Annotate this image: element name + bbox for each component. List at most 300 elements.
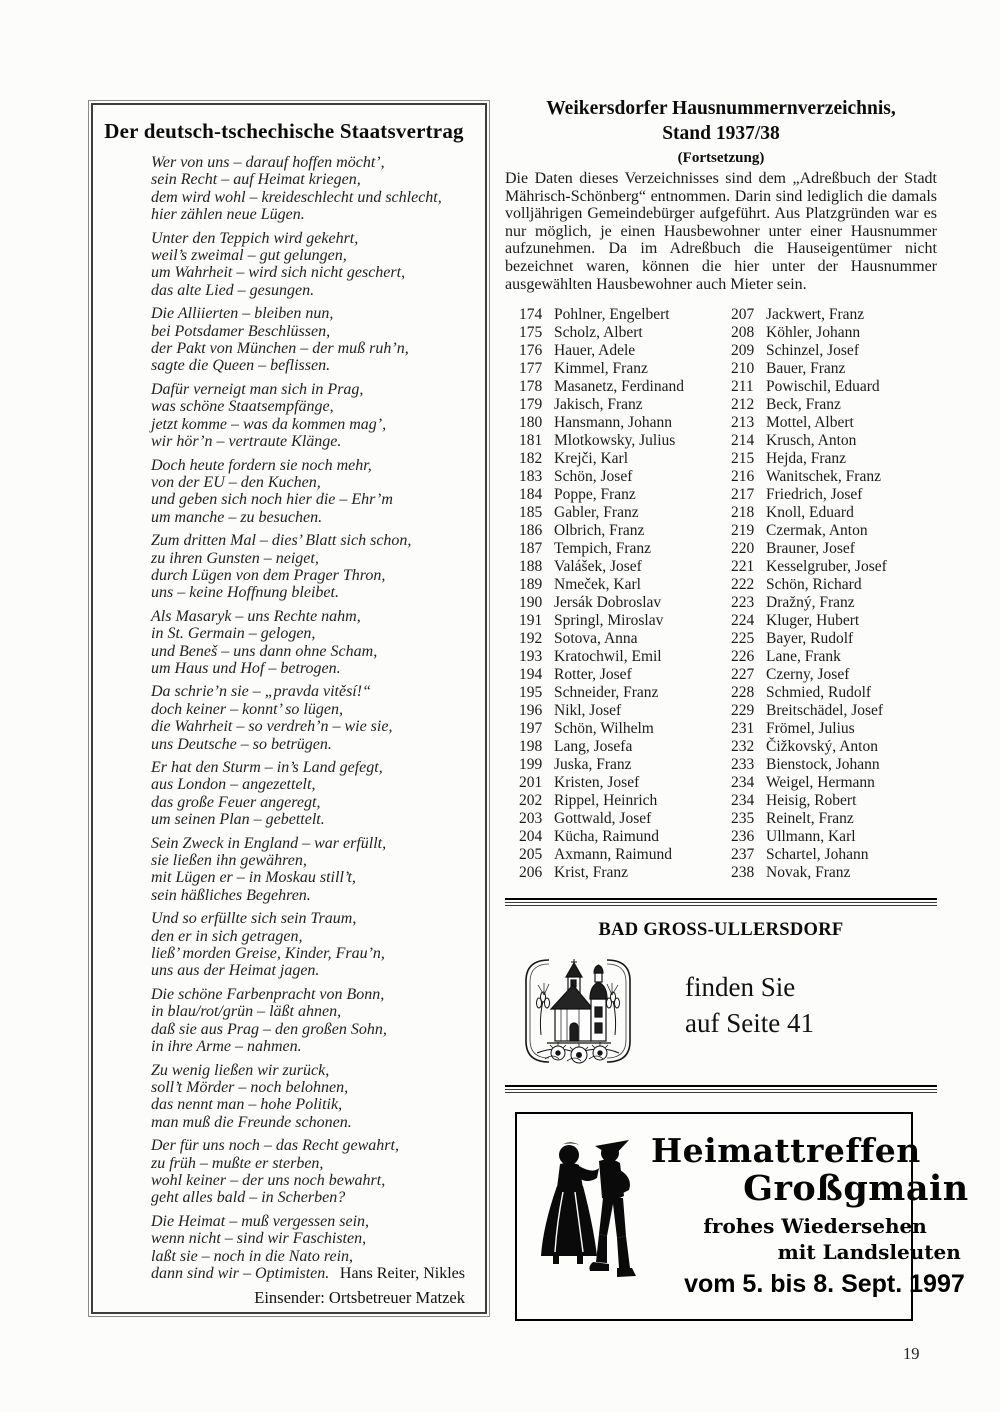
promo-text-line2: auf Seite 41 [685,1008,814,1039]
poem-line: Dafür verneigt man sich in Prag, [151,380,364,398]
resident-name: Novak, Franz [766,864,851,882]
directory-entry [731,684,937,702]
house-number: 210 [731,360,755,378]
resident-name: Reinelt, Franz [766,810,854,828]
house-number: 182 [519,450,543,468]
directory-entry [731,414,937,432]
resident-name: Kluger, Hubert [766,612,860,630]
resident-name: Nikl, Josef [554,702,622,720]
house-number: 206 [519,864,543,882]
house-number: 227 [731,666,755,684]
resident-name: Juska, Franz [554,756,632,774]
poem-line: den er in sich getragen, [151,927,303,945]
house-number: 178 [519,378,543,396]
poem-line: Und so erfüllte sich sein Traum, [151,910,357,928]
house-number: 184 [519,486,543,504]
house-number: 190 [519,594,543,612]
house-number: 213 [731,414,755,432]
poem-line: uns Deutsche – so betrügen. [151,735,332,753]
poem-line: um Wahrheit – wird sich nicht geschert, [151,264,406,282]
resident-name: Springl, Miroslav [554,612,664,630]
resident-name: Schmied, Rudolf [766,684,872,702]
resident-name: Schön, Richard [766,576,862,594]
directory-entry [731,324,937,342]
house-number: 236 [731,828,755,846]
directory-entry [519,396,717,414]
directory-entry [519,630,717,648]
poem-line: dem wird wohl – kreideschlecht und schlecht, [151,188,442,206]
poem-line: um seinen Plan – gebettelt. [151,811,325,829]
poem-line: zu ihren Gunsten – neiget, [151,549,319,567]
directory-entry [519,342,717,360]
house-number: 193 [519,648,543,666]
ad-title-line2: Großgmain [743,1168,969,1210]
poem-line: in ihre Arme – nahmen. [151,1038,302,1056]
resident-name: Czerny, Josef [766,666,850,684]
poem-line: um Haus und Hof – betrogen. [151,659,341,677]
resident-name: Knoll, Eduard [766,504,854,522]
directory-entry [731,774,937,792]
poem-line: Wer von uns – darauf hoffen möcht’, [151,154,385,171]
poem-line: Die Alliierten – bleiben nun, [151,305,334,323]
resident-name: Hejda, Franz [766,450,847,468]
poem-line: Sein Zweck in England – war erfüllt, [151,834,387,852]
directory-entry [731,558,937,576]
ad-title-line1: Heimattreffen [651,1131,921,1171]
resident-name: Masanetz, Ferdinand [554,378,684,396]
ad-date-line: vom 5. bis 8. Sept. 1997 [684,1270,965,1299]
house-number: 215 [731,450,755,468]
poem-line: sie ließen ihn gewähren, [151,852,307,870]
poem-stanza [151,381,465,451]
resident-name: Scholz, Albert [554,324,643,342]
house-number: 195 [519,684,543,702]
house-number: 225 [731,630,755,648]
directory-entry [519,594,717,612]
house-number: 205 [519,846,543,864]
directory-entry [731,828,937,846]
poem-line: doch keiner – konnt’ so lügen, [151,700,343,718]
poem-line: zu früh – mußte er sterben, [151,1154,324,1172]
house-number: 223 [731,594,755,612]
poem-line: ließ’ morden Greise, Kinder, Frau’n, [151,945,385,963]
poem-stanza [151,1137,465,1207]
house-number: 221 [731,558,755,576]
poem-line: in St. Germain – gelogen, [151,625,316,643]
poem-line: aus London – angezettelt, [151,776,316,794]
resident-name: Valášek, Josef [554,558,642,576]
poem-submitter: Einsender: Ortsbetreuer Matzek [254,1288,465,1308]
directory-entry [731,486,937,504]
house-number: 204 [519,828,543,846]
page-number: 19 [903,1344,920,1363]
resident-name: Powischil, Eduard [766,378,880,396]
poem-stanza [151,683,465,753]
poem-line: wohl keiner – der uns noch bewahrt, [151,1171,386,1189]
poem-line: dann sind wir – Optimisten. Hans Reiter, Nikles [151,1264,465,1282]
directory-entry [731,612,937,630]
poem-line: das nennt man – hohe Politik, [151,1096,343,1114]
poem-line: das alte Lied – gesungen. [151,281,315,299]
directory-entry [519,864,717,882]
house-number: 212 [731,396,755,414]
house-number: 181 [519,432,543,450]
resident-name: Hansmann, Johann [554,414,672,432]
poem-stanza [151,532,465,602]
directory-entry [519,846,717,864]
resident-name: Poppe, Franz [554,486,636,504]
resident-name: Lane, Frank [766,648,841,666]
resident-name: Weigel, Hermann [766,774,875,792]
poem-stanza [151,457,465,527]
house-number: 226 [731,648,755,666]
house-number: 177 [519,360,543,378]
directory-entry [731,306,937,324]
resident-name: Axmann, Raimund [554,846,672,864]
directory-entry [519,324,717,342]
resident-name: Wanitschek, Franz [766,468,881,486]
directory-entry [731,648,937,666]
resident-name: Ullmann, Karl [766,828,856,846]
house-number: 199 [519,756,543,774]
directory-entry [731,846,937,864]
resident-name: Schinzel, Josef [766,342,859,360]
resident-name: Nmeček, Karl [554,576,641,594]
double-rule-top [505,898,937,906]
ad-text [651,1133,983,1300]
resident-name: Heisig, Robert [766,792,857,810]
house-number: 208 [731,324,755,342]
ad-subtitle-line2: mit Landsleuten [777,1240,961,1265]
house-number: 229 [731,702,755,720]
poem-line: und geben sich noch hier die – Ehr’m [151,491,393,509]
poem-line: Da schrie’n sie – „pravda vitěsí!“ [151,683,371,701]
directory-entry [731,504,937,522]
directory-entry [731,594,937,612]
dancing-couple-image [533,1130,651,1305]
poem-body [93,154,475,1282]
directory-entry [519,486,717,504]
poem-line: der Pakt von München – der muß ruh’n, [151,340,409,358]
poem-stanza [151,910,465,980]
ad-subtitle-line1: frohes Wiedersehen [703,1214,927,1239]
resident-name: Gabler, Franz [554,504,639,522]
directory-list [505,306,937,882]
house-number: 219 [731,522,755,540]
directory-entry [519,450,717,468]
directory-entry [731,864,937,882]
poem-stanza [151,835,465,905]
directory-entry [519,792,717,810]
directory-entry [519,360,717,378]
house-number: 188 [519,558,543,576]
house-number: 220 [731,540,755,558]
poem-line: jetzt komme – was da kommen mag’, [151,415,387,433]
directory-title-line1: Weikersdorfer Hausnummernverzeichnis, [546,98,896,119]
directory-entry [519,774,717,792]
house-number: 216 [731,468,755,486]
directory-entry [731,756,937,774]
directory-entry [731,540,937,558]
poem-line: sein Recht – auf Heimat kriegen, [151,171,361,189]
poem-box-inner-border [91,103,487,1314]
resident-name: Kratochwil, Emil [554,648,662,666]
house-number: 233 [731,756,755,774]
poem-line: Die Heimat – muß vergessen sein, [151,1212,370,1230]
resident-name: Jersák Dobroslav [554,594,662,612]
resident-name: Krist, Franz [554,864,629,882]
house-number: 218 [731,504,755,522]
directory-entry [731,576,937,594]
poem-line: sagte die Queen – beflissen. [151,357,331,375]
poem-line: uns – keine Hoffnung bleibet. [151,584,339,602]
poem-line: mit Lügen er – in Moskau still’t, [151,869,356,887]
house-number: 176 [519,342,543,360]
resident-name: Schön, Josef [554,468,633,486]
poem-line: Doch heute fordern sie noch mehr, [151,456,372,474]
directory-subtitle: (Fortsetzung) [677,150,765,166]
poem-line: bei Potsdamer Beschlüssen, [151,322,331,340]
poem-title: Der deutsch-tschechische Staatsvertrag [104,119,464,143]
poem-stanza [151,608,465,678]
resident-name: Beck, Franz [766,396,841,414]
directory-entry [731,792,937,810]
directory-entry [519,576,717,594]
directory-entry [731,342,937,360]
house-number: 197 [519,720,543,738]
poem-line: Die schöne Farbenpracht von Bonn, [151,985,385,1003]
directory-col-left [519,306,717,882]
house-number: 232 [731,738,755,756]
resident-name: Kücha, Raimund [554,828,660,846]
resident-name: Krusch, Anton [766,432,857,450]
house-number: 238 [731,864,755,882]
resident-name: Schartel, Johann [766,846,869,864]
directory-entry [519,684,717,702]
directory-entry [731,396,937,414]
directory-title [505,96,937,146]
directory-entry [519,504,717,522]
poem-line: wenn nicht – sind wir Faschisten, [151,1230,367,1248]
directory-title-line2: Stand 1937/38 [662,123,780,144]
directory-entry [519,414,717,432]
poem-line: in blau/rot/grün – läßt ahnen, [151,1003,342,1021]
poem-line: man muß die Freunde schonen. [151,1113,352,1131]
resident-name: Jackwert, Franz [766,306,865,324]
directory-entry [731,630,937,648]
directory-entry [731,666,937,684]
poem-line: laßt sie – noch in die Nato rein, [151,1247,354,1265]
poem-author: Hans Reiter, Nikles [339,1264,465,1282]
house-number: 224 [731,612,755,630]
house-number: 174 [519,306,543,324]
house-number: 203 [519,810,543,828]
poem-line: Er hat den Sturm – in’s Land gefegt, [151,759,383,776]
directory-entry [519,738,717,756]
directory-entry [519,756,717,774]
directory-entry [519,432,717,450]
resident-name: Mlotkowsky, Julius [554,432,676,450]
poem-stanza [151,986,465,1056]
house-number: 201 [519,774,543,792]
poem-line: durch Lügen von dem Prager Thron, [151,566,386,584]
house-number: 214 [731,432,755,450]
resident-name: Kesselgruber, Josef [766,558,887,576]
resident-name: Frömel, Julius [766,720,855,738]
resident-name: Lang, Josefa [554,738,633,756]
promo-text-line1: finden Sie [685,972,796,1003]
directory-entry [519,378,717,396]
poem-line: um manche – zu besuchen. [151,508,323,526]
resident-name: Köhler, Johann [766,324,861,342]
resident-name: Mottel, Albert [766,414,854,432]
poem-box [88,100,490,1317]
house-number: 191 [519,612,543,630]
house-number: 237 [731,846,755,864]
directory-entry [519,540,717,558]
directory-entry [731,522,937,540]
resident-name: Friedrich, Josef [766,486,863,504]
directory-entry [731,720,937,738]
poem-line: sein häßliches Begehren. [151,886,311,904]
directory-entry [519,666,717,684]
house-number: 234 [731,774,755,792]
directory-entry [731,450,937,468]
poem-line: das große Feuer angeregt, [151,793,321,811]
poem-line: und Beneš – uns dann ohne Scham, [151,642,378,660]
resident-name: Schneider, Franz [554,684,659,702]
resident-name: Čižkovský, Anton [766,738,878,756]
house-number: 209 [731,342,755,360]
poem-line: die Wahrheit – so verdreh’n – wie sie, [151,718,393,736]
resident-name: Tempich, Franz [554,540,652,558]
poem-stanza [151,230,465,300]
directory-entry [519,612,717,630]
resident-name: Kristen, Josef [554,774,640,792]
house-number: 183 [519,468,543,486]
house-number: 235 [731,810,755,828]
poem-line: weil’s zweimal – gut gelungen, [151,247,347,265]
resident-name: Olbrich, Franz [554,522,645,540]
poem-line: Als Masaryk – uns Rechte nahm, [151,607,361,625]
poem-line: daß sie aus Prag – den großen Sohn, [151,1020,387,1038]
resident-name: Pohlner, Engelbert [554,306,670,324]
resident-name: Kimmel, Franz [554,360,648,378]
directory-entry [731,702,937,720]
directory-entry [519,828,717,846]
house-number: 228 [731,684,755,702]
directory-entry [731,738,937,756]
double-rule-bottom [505,1085,937,1093]
poem-line: Zum dritten Mal – dies’ Blatt sich schon, [151,532,412,550]
resident-name: Rippel, Heinrich [554,792,658,810]
directory-entry [519,468,717,486]
house-number: 185 [519,504,543,522]
resident-name: Czermak, Anton [766,522,868,540]
house-number: 202 [519,792,543,810]
directory-entry [519,558,717,576]
resident-name: Bienstock, Johann [766,756,880,774]
directory-column [505,96,969,1321]
resident-name: Krejči, Karl [554,450,629,468]
resident-name: Gottwald, Josef [554,810,652,828]
directory-entry [731,468,937,486]
poem-line: Unter den Teppich wird gekehrt, [151,229,359,247]
directory-entry [731,432,937,450]
church-engraving-image [517,955,639,1067]
house-number: 198 [519,738,543,756]
house-number: 217 [731,486,755,504]
directory-intro: Die Daten dieses Verzeichnisses sind dem „Adreßbuch der Stadt Mährisch-Schönberg“ entnommen. Darin sind lediglich die damals volljährigen Gemeindebürger aufgeführt. Aus Platzgründen war es nur möglich, je einen Hausbewohner unter einer Hausnummer aufzunehmen. Da im Adreßbuch die Hauseigentümer nicht bezeichnet waren, können die hier unter der Hausnummer ausgewählten Hausbewohner auch Mieter sein. [505,170,937,293]
resident-name: Dražný, Franz [766,594,855,612]
poem-stanza [151,759,465,829]
resident-name: Rotter, Josef [554,666,632,684]
house-number: 186 [519,522,543,540]
house-number: 189 [519,576,543,594]
directory-entry [519,702,717,720]
poem-stanza [151,1062,465,1132]
ad-box [515,1112,969,1321]
poem-line: wir hör’n – vertraute Klänge. [151,433,342,451]
house-number: 234 [731,792,755,810]
poem-line: Der für uns noch – das Recht gewahrt, [151,1137,399,1155]
poem-stanza [151,154,465,224]
resident-name: Hauer, Adele [554,342,636,360]
poem-stanza [151,1213,465,1283]
resident-name: Brauner, Josef [766,540,855,558]
resident-name: Bauer, Franz [766,360,846,378]
promo-section [505,920,937,1067]
poem-line: was schöne Staatsempfänge, [151,398,334,416]
resident-name: Bayer, Rudolf [766,630,854,648]
house-number: 222 [731,576,755,594]
poem-line: soll’t Mörder – noch belohnen, [151,1078,349,1096]
directory-entry [731,378,937,396]
directory-entry [519,720,717,738]
poem-line: Zu wenig ließen wir zurück, [151,1061,330,1079]
house-number: 187 [519,540,543,558]
directory-entry [519,648,717,666]
house-number: 194 [519,666,543,684]
poem-line: geht alles bald – in Scherben? [151,1189,346,1207]
resident-name: Jakisch, Franz [554,396,643,414]
directory-entry [519,522,717,540]
house-number: 180 [519,414,543,432]
directory-entry [519,306,717,324]
poem-stanza [151,305,465,375]
house-number: 192 [519,630,543,648]
directory-entry [731,360,937,378]
promo-body [505,955,937,1067]
house-number: 207 [731,306,755,324]
house-number: 175 [519,324,543,342]
house-number: 179 [519,396,543,414]
house-number: 231 [731,720,755,738]
directory-entry [519,810,717,828]
poem-line: hier zählen neue Lügen. [151,206,305,224]
resident-name: Schön, Wilhelm [554,720,654,738]
directory-col-right [731,306,937,882]
resident-name: Sotova, Anna [554,630,638,648]
poem-line: uns aus der Heimat jagen. [151,962,320,980]
poem-line: von der EU – den Kuchen, [151,473,321,491]
promo-title: BAD GROSS-ULLERSDORF [598,920,844,941]
house-number: 196 [519,702,543,720]
resident-name: Breitschädel, Josef [766,702,884,720]
house-number: 211 [731,378,754,396]
directory-entry [731,810,937,828]
promo-text [685,969,814,1041]
